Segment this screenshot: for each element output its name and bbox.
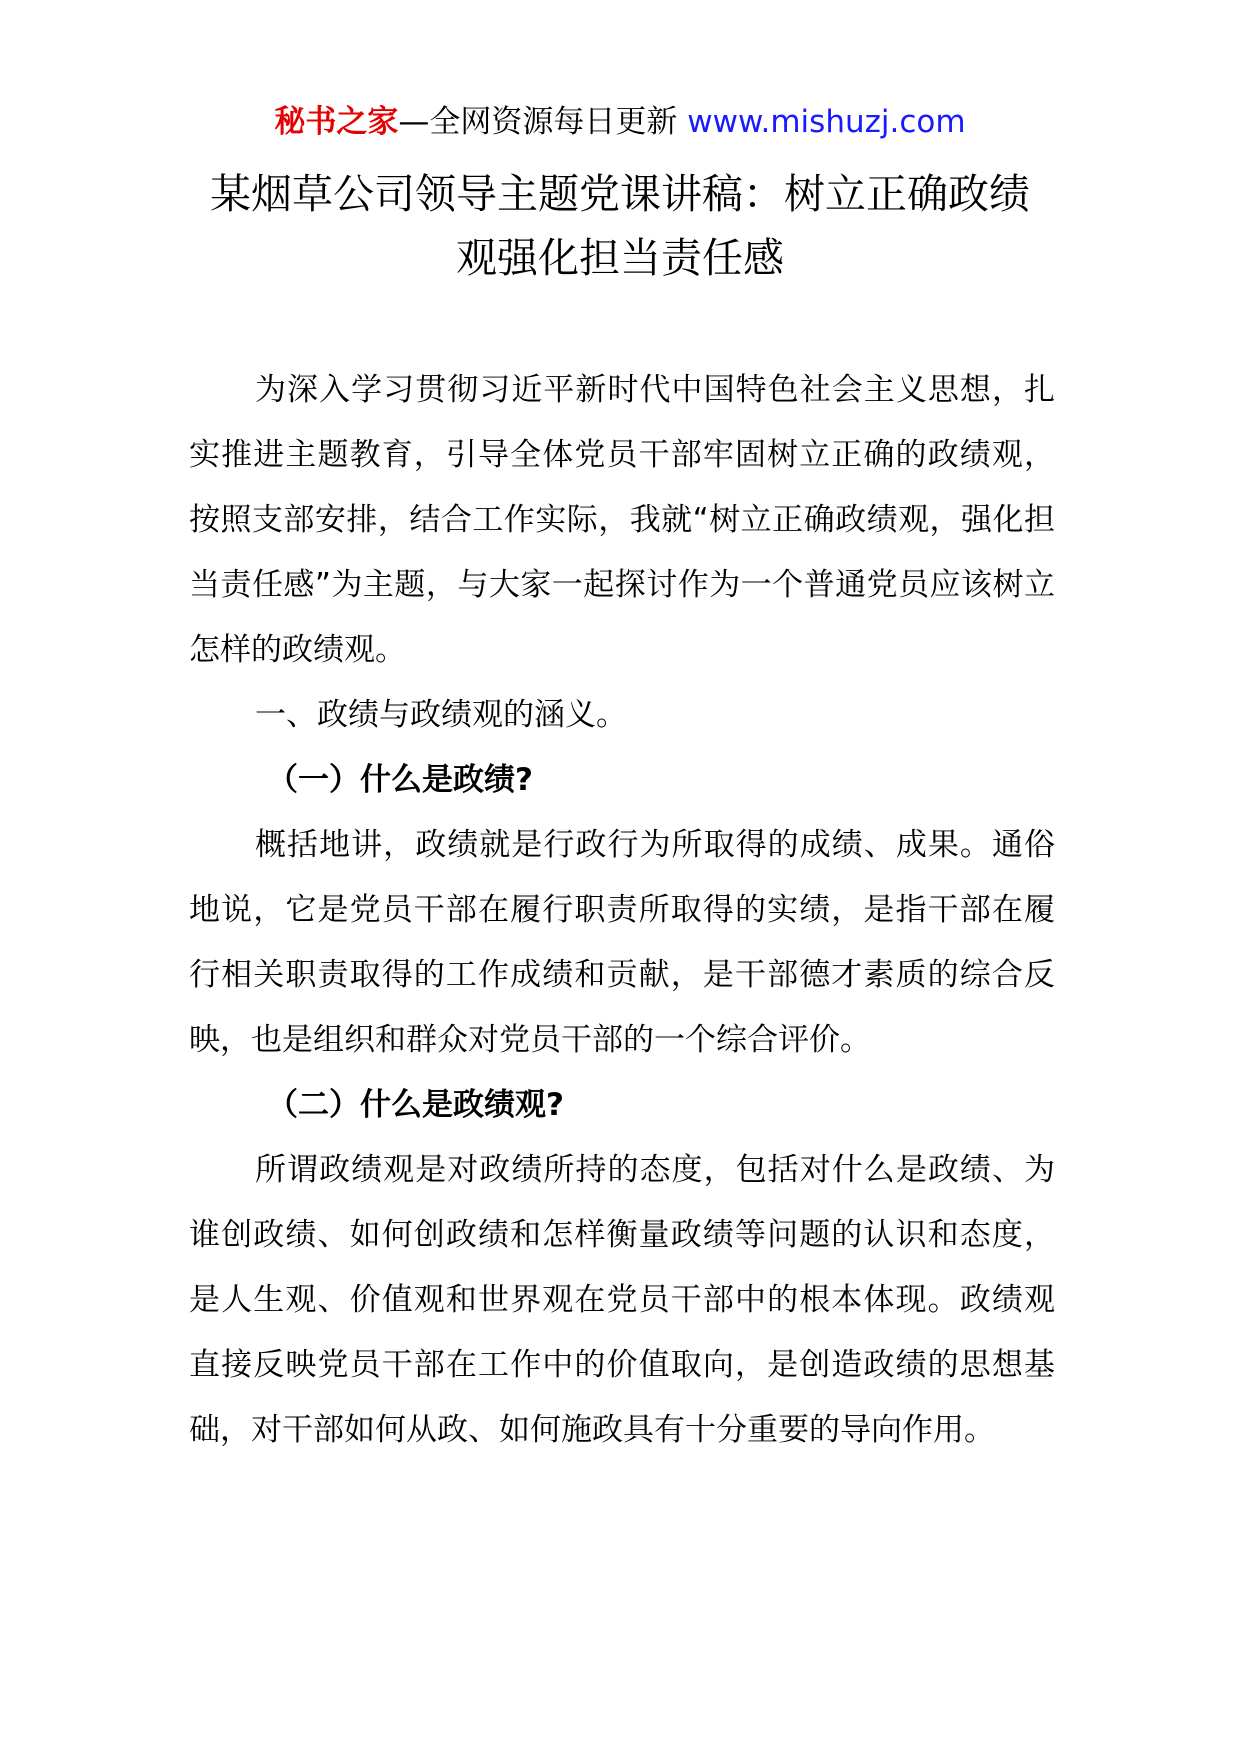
- section-1-heading: 一、政绩与政绩观的涵义。: [255, 697, 627, 733]
- site-url-link[interactable]: www.mishuzj.com: [687, 104, 966, 140]
- site-header: [0, 100, 1240, 144]
- subsection-2-heading: （二）什么是政绩观?: [267, 1087, 564, 1123]
- document-title-line-2: 观强化担当责任感: [456, 234, 784, 282]
- document-title-line-1: 某烟草公司领导主题党课讲稿：树立正确政绩: [210, 170, 1030, 218]
- subsection-1-paragraph: 概括地讲，政绩就是行政行为所取得的成绩、成果。通俗地说，它是党员干部在履行职责所取得的实绩，是指干部在履行相关职责取得的工作成绩和贡献，是干部德才素质的综合反映，也是组织和群众对党员干部的一个综合评价。: [189, 827, 1055, 1058]
- subsection-2-paragraph: 所谓政绩观是对政绩所持的态度，包括对什么是政绩、为谁创政绩、如何创政绩和怎样衡量政绩等问题的认识和态度，是人生观、价值观和世界观在党员干部中的根本体现。政绩观直接反映党员干部在工作中的价值取向，是创造政绩的思想基础，对干部如何从政、如何施政具有十分重要的导向作用。: [189, 1152, 1055, 1448]
- document-title: [150, 162, 1090, 290]
- site-brand: 秘书之家: [274, 104, 399, 140]
- intro-paragraph: 为深入学习贯彻习近平新时代中国特色社会主义思想，扎实推进主题教育，引导全体党员干部牢固树立正确的政绩观，按照支部安排，结合工作实际，我就“树立正确政绩观，强化担当责任感”为主题，与大家一起探讨作为一个普通党员应该树立怎样的政绩观。: [189, 372, 1055, 668]
- document-body: [189, 358, 1055, 1463]
- site-tagline: —全网资源每日更新: [398, 104, 688, 140]
- subsection-1-heading: （一）什么是政绩?: [267, 762, 533, 798]
